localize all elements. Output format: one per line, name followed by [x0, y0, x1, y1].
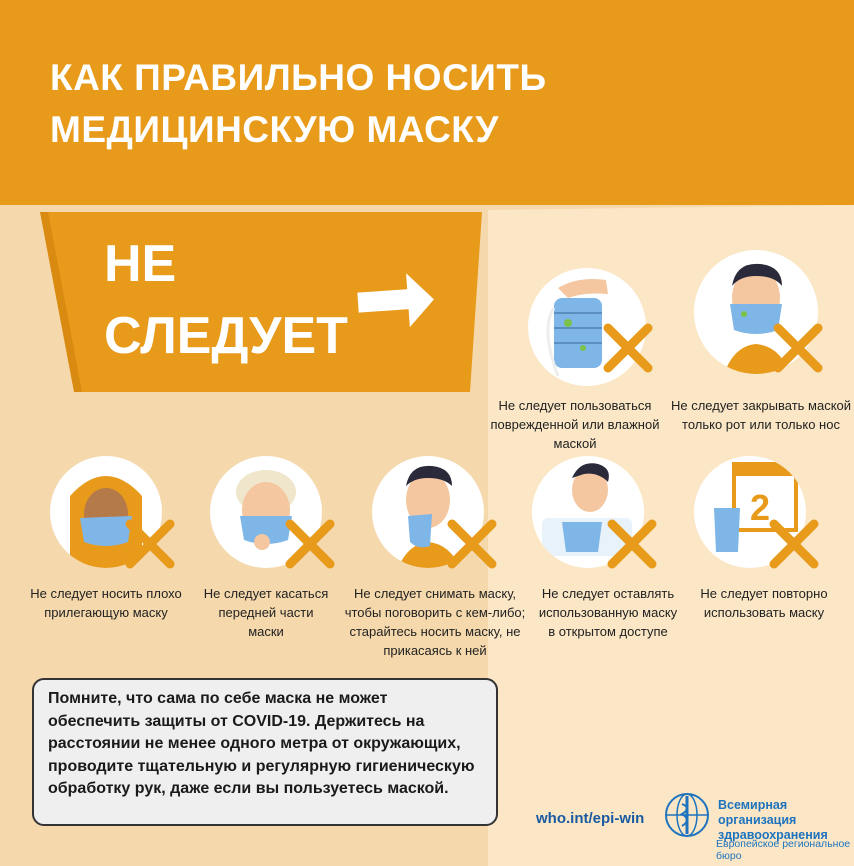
who-org-line-1: Всемирная организация [718, 798, 797, 827]
banner-heading [104, 228, 348, 372]
who-emblem-icon [662, 790, 712, 840]
banner-line-2: СЛЕДУЕТ [104, 307, 348, 365]
who-org-line-2: здравоохранения [718, 828, 828, 842]
x-mark-icon [600, 320, 656, 376]
x-mark-icon [122, 516, 178, 572]
caption-5: Не следует снимать маску, чтобы поговорить с кем-либо; старайтесь носить маску, не прикасаясь к ней [344, 586, 526, 658]
x-mark-icon [770, 320, 826, 376]
svg-text:2: 2 [750, 487, 771, 528]
caption-2: Не следует закрывать маской только рот или только нос [670, 398, 852, 432]
caption-6: Не следует оставлять использованную маску в открытом доступе [538, 586, 678, 639]
page-title [50, 52, 547, 156]
x-mark-icon [282, 516, 338, 572]
who-website-link[interactable]: who.int/epi-win [536, 810, 645, 827]
title-line-2: МЕДИЦИНСКУЮ МАСКУ [50, 109, 499, 150]
caption-3: Не следует носить плохо прилегающую маску [30, 586, 182, 620]
title-line-1: КАК ПРАВИЛЬНО НОСИТЬ [50, 57, 547, 98]
banner-line-1: НЕ [104, 235, 177, 293]
x-mark-icon [444, 516, 500, 572]
caption-7: Не следует повторно использовать маску [700, 586, 828, 620]
reminder-note: Помните, что сама по себе маска не может обеспечить защиты от COVID-19. Держитесь на расстоянии не менее одного метра от окружающих, проводите тщательную и регулярную гигиеническую обработку рук, даже если вы пользуетесь маской. [32, 678, 498, 826]
who-region: Европейское региональное бюро [716, 838, 851, 862]
caption-1: Не следует пользоваться поврежденной или влажной маской [490, 398, 660, 451]
x-mark-icon [766, 516, 822, 572]
x-mark-icon [604, 516, 660, 572]
caption-4: Не следует касаться передней части маски [203, 586, 329, 639]
who-org-name [718, 798, 854, 843]
